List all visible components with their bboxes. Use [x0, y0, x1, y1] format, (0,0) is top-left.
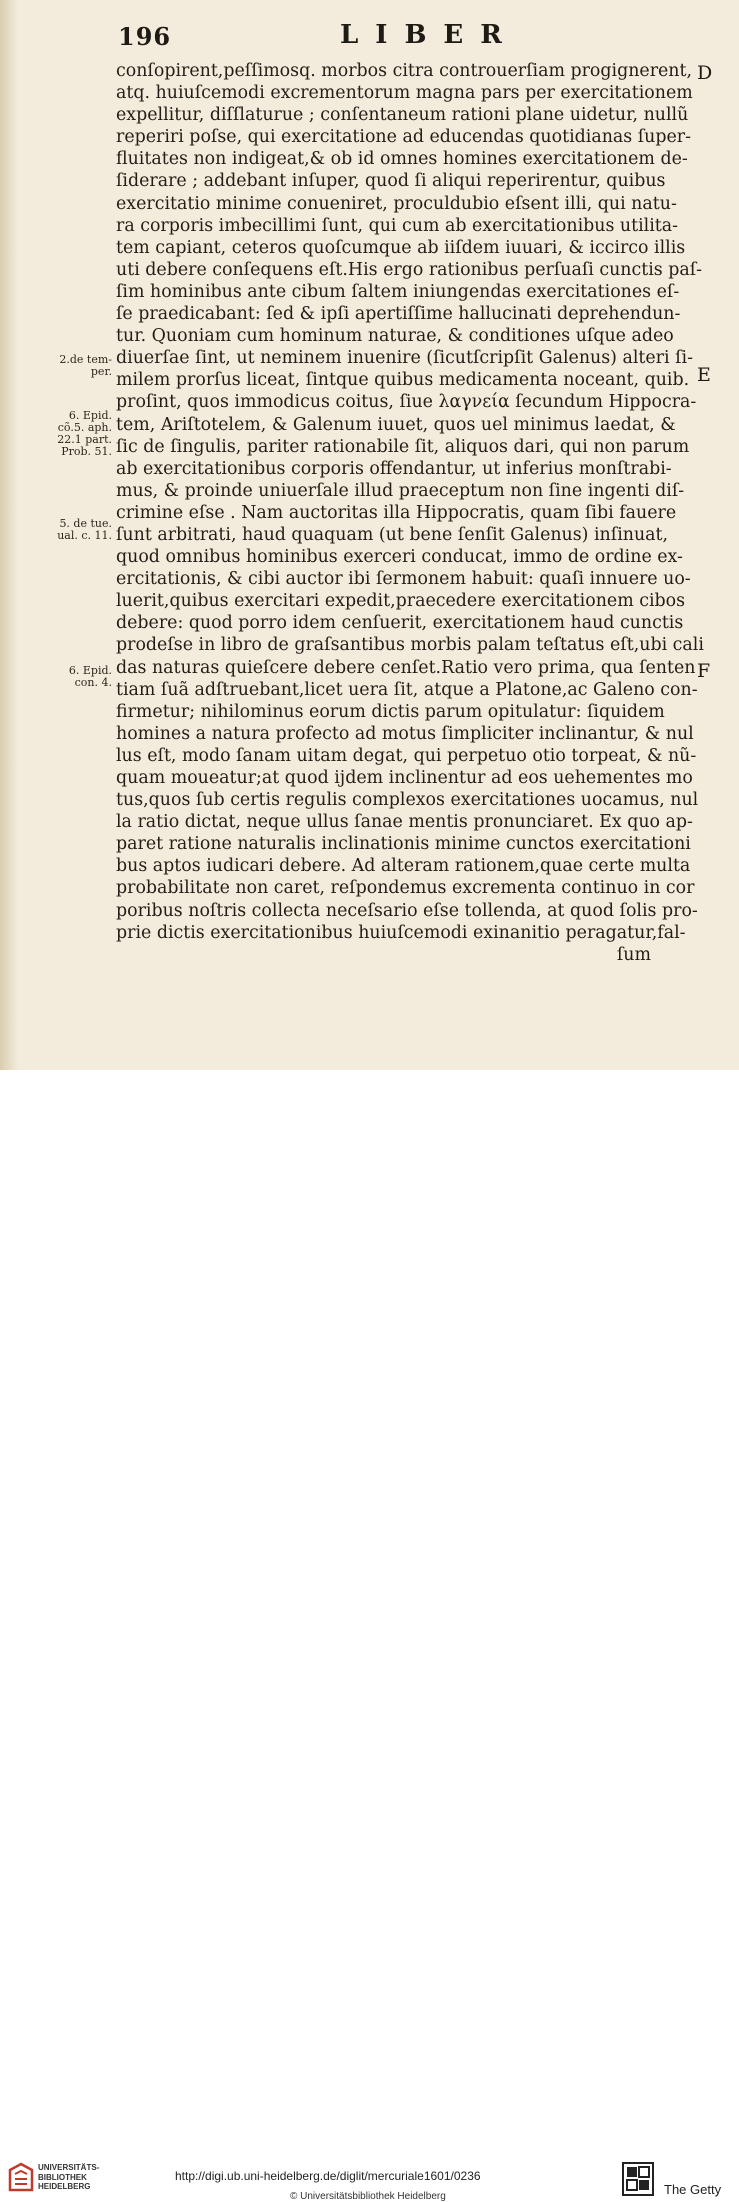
section-letter: D: [697, 62, 713, 84]
text-line: tem capiant, ceteros quoſcumque ab iiſdem iuuari, & iccirco illis: [116, 237, 686, 258]
text-line: ſiderare ; addebant inſuper, quod ſi aliqui reperirentur, quibus: [116, 171, 666, 192]
book-page: [0, 0, 739, 1070]
text-line: tur. Quoniam cum hominum naturae, & conditiones uſque adeo: [116, 326, 674, 347]
text-line: ra corporis imbecillimi ſunt, qui cum ab exercitationibus utilita-: [116, 215, 679, 236]
text-line: ſic de ſingulis, pariter rationabile ſit, aliquos dari, qui non parum: [116, 436, 690, 457]
text-line: tus,quos ſub certis regulis complexos exercitationes uocamus, nul: [116, 790, 699, 811]
text-line: la ratio dictat, neque ullus ſanae mentis pronunciaret. Ex quo ap-: [116, 812, 693, 833]
text-line: tem, Ariſtotelem, & Galenum iuuet, quos uel minimus laedat, &: [116, 414, 676, 435]
text-line: milem prorſus liceat, ſintque quibus medicamenta noceant, quib.: [116, 370, 690, 391]
text-line: ſim hominibus ante cibum ſaltem iniungendas exercitationes eſ-: [116, 281, 680, 302]
text-line: luerit,quibus exercitari expedit,praecedere exercitationem cibos: [116, 591, 686, 612]
text-line: diuerſae ſint, ut neminem inuenire (ſicutſcripſit Galenus) alteri ſi-: [116, 348, 693, 369]
text-line: ercitationis, & cibi auctor ibi ſermonem habuit: quaſi innuere uo-: [116, 569, 691, 590]
text-line: lus eſt, modo ſanam uitam degat, qui perpetuo otio torpeat, & nũ-: [116, 745, 697, 766]
text-line: uti debere conſequens eſt.His ergo rationibus perſuaſi cunctis paſ-: [116, 259, 703, 280]
copyright-notice: © Universitätsbibliothek Heidelberg: [290, 2191, 446, 2202]
margin-note: 6. Epid. cõ.5. aph. 22.1 part. Prob. 51.: [57, 409, 112, 458]
text-line: conſopirent,peſſimosq. morbos citra controuerſiam progignerent,: [116, 61, 693, 81]
section-letter: F: [697, 660, 711, 682]
text-line: ſe praedicabant: ſed & ipſi apertiſſime hallucinati deprehendun-: [116, 304, 681, 325]
text-line: firmetur; nihilominus eorum dictis parum opitulatur: ſiquidem: [116, 701, 665, 722]
text-line: prie dictis exercitationibus huiuſcemodi exinanitio peragatur,fal-: [116, 922, 686, 943]
text-line: fluitates non indigeat,& ob id omnes homines exercitationem de-: [116, 149, 688, 170]
partner-name: The Getty: [664, 2182, 722, 2197]
text-line: atq. huiuſcemodi excrementorum magna pars per exercitationem: [116, 83, 693, 104]
text-line: prodeſse in libro de graſsantibus morbis palam teſtatus eſt,ubi cali: [116, 635, 704, 656]
text-line: expellitur, diſſlaturue ; conſentaneum rationi plane uidetur, nullũ: [116, 105, 689, 126]
running-head: LIBER: [340, 20, 519, 50]
text-line: mus, & proinde uniuerſale illud praeceptum non ſine ingenti diſ-: [116, 480, 685, 501]
text-line: debere: quod porro idem cenſuerit, exercitationem haud cunctis: [116, 613, 684, 634]
margin-note: 5. de tue. ual. c. 11.: [57, 517, 112, 542]
institution-name: UNIVERSITÄTS- BIBLIOTHEK HEIDELBERG: [38, 2163, 100, 2191]
text-line: ſunt arbitrati, haud quaquam (ut bene ſenſit Galenus) inſinuat,: [116, 524, 669, 545]
text-line: exercitatio minime conueniret, proculdubio eſsent illi, qui natu-: [116, 193, 677, 214]
permalink[interactable]: http://digi.ub.uni-heidelberg.de/diglit/mercuriale1601/0236: [175, 2169, 481, 2183]
text-line: quam moueatur;at quod ijdem inclinentur ad eos uehementes mo: [116, 768, 693, 788]
text-line: homines a natura profecto ad motus ſimpliciter inclinantur, & nul: [116, 723, 694, 744]
margin-note: 2.de tem- per.: [59, 353, 112, 378]
catchword: ſum: [616, 944, 651, 965]
text-line: bus aptos iudicari debere. Ad alteram rationem,quae certe multa: [116, 856, 691, 877]
text-line: reperiri poſse, qui exercitatione ad educendas quotidianas ſuper-: [116, 127, 691, 148]
university-library-logo-icon: [8, 2162, 34, 2192]
viewer-footer: [0, 1070, 739, 2202]
text-line: paret ratione naturalis inclinationis minime cunctos exercitationi: [116, 834, 691, 855]
text-line: poribus noſtris collecta neceſsario eſse tollenda, at quod ſolis pro-: [116, 900, 698, 921]
text-line: crimine eſse . Nam auctoritas illa Hippocratis, quam ſibi fauere: [116, 502, 677, 523]
text-line: quod omnibus hominibus exerceri conducat, immo de ordine ex-: [116, 547, 683, 568]
page-number: 196: [118, 22, 172, 51]
text-line: das naturas quieſcere debere cenſet.Ratio vero prima, qua ſenten: [116, 657, 696, 678]
section-letter: E: [697, 364, 711, 386]
text-line: tiam ſuã adſtruebant,licet uera ſit, atque a Platone,ac Galeno con-: [116, 679, 698, 700]
text-line: proſint, quos immodicus coitus, ſiue λαγνεία ſecundum Hippocra-: [116, 392, 697, 413]
getty-logo-icon: [622, 2162, 654, 2196]
margin-note: 6. Epid. con. 4.: [68, 664, 112, 689]
text-line: ab exercitationibus corporis offendantur, ut inferius monſtrabi-: [116, 458, 672, 479]
body-text: [116, 60, 704, 966]
text-line: probabilitate non caret, reſpondemus excrementa continuo in cor: [116, 878, 695, 899]
